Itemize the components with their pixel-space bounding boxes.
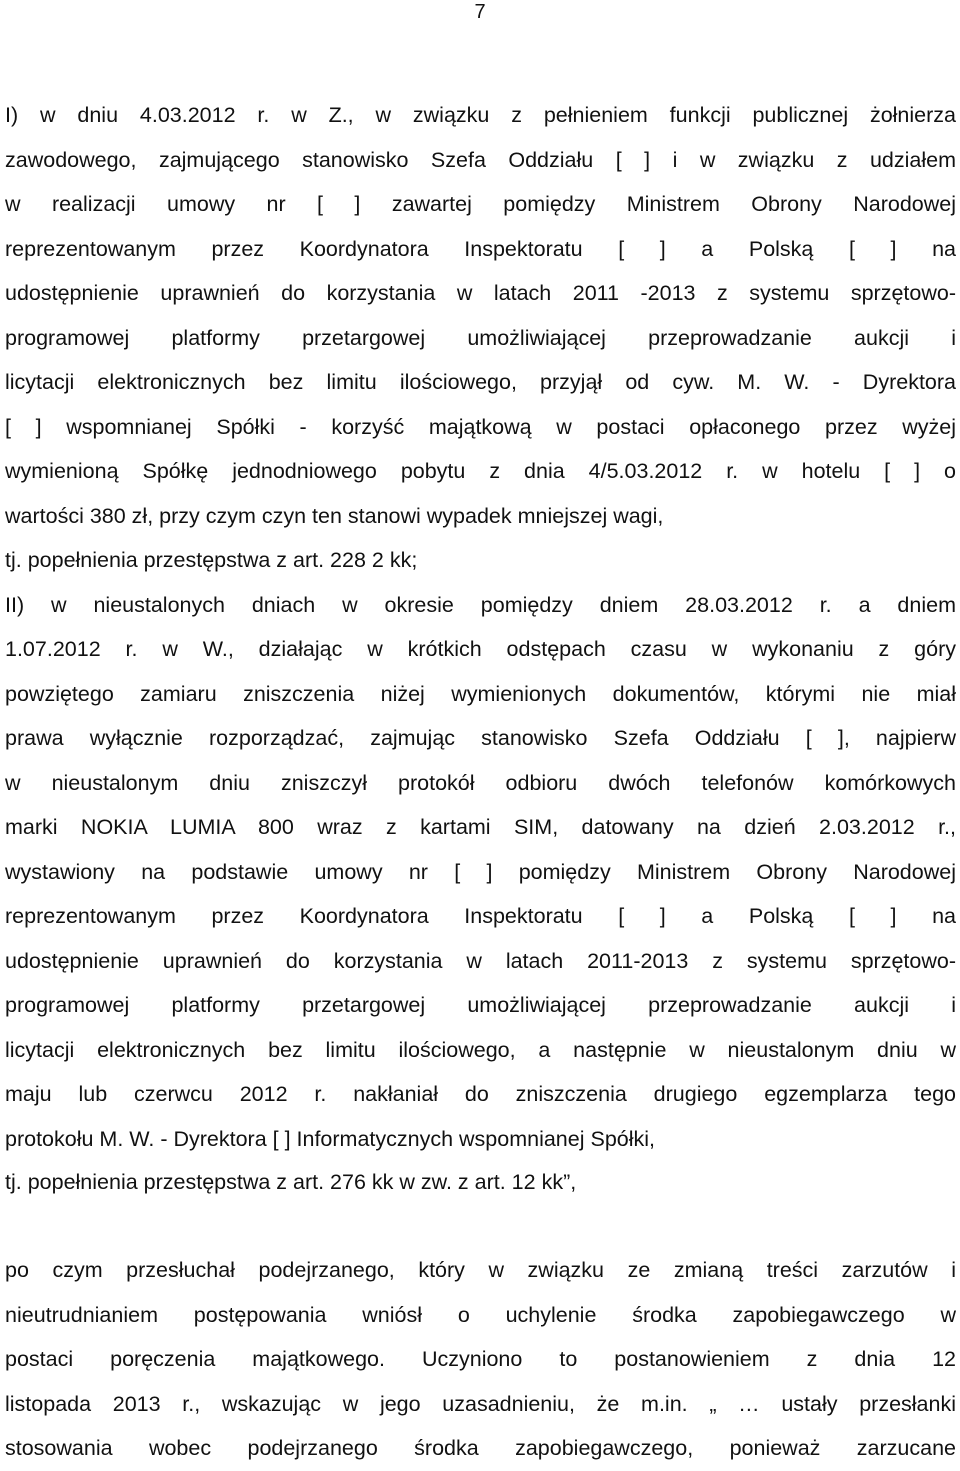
text-line: prawa wyłącznie rozporządzać, zajmując stanowisko Szefa Oddziału [ ], najpierw <box>5 726 956 750</box>
charge-qualification-paragraph <box>5 1160 956 1205</box>
text-line: reprezentowanym przez Koordynatora Inspektoratu [ ] a Polską [ ] na <box>5 236 956 261</box>
text-line: wystawiony na podstawie umowy nr [ ] pomiędzy Ministrem Obrony Narodowej <box>5 859 956 884</box>
text-line: postaci poręczenia majątkowego. Uczyniono to postanowieniem z dnia 12 <box>5 1347 956 1371</box>
text-line: w nieustalonym dniu zniszczył protokół odbioru dwóch telefonów komórkowych <box>5 770 956 795</box>
text-line: tj. popełnienia przestępstwa z art. 228 2 kk; <box>5 548 418 572</box>
text-line: licytacji elektronicznych bez limitu ilościowego, a następnie w nieustalonym dniu w <box>5 1037 956 1062</box>
text-line: protokołu M. W. - Dyrektora [ ] Informatycznych wspomnianej Spółki, <box>5 1126 656 1151</box>
text-line: w realizacji umowy nr [ ] zawartej pomiędzy Ministrem Obrony Narodowej <box>5 192 956 216</box>
text-line: programowej platformy przetargowej umożliwiającej przeprowadzanie aukcji i <box>5 993 956 1017</box>
text-line: tj. popełnienia przestępstwa z art. 276 kk w zw. z art. 12 kk”, <box>5 1170 577 1194</box>
text-line: programowej platformy przetargowej umożliwiającej przeprowadzanie aukcji i <box>5 325 956 350</box>
text-line: zawodowego, zajmującego stanowisko Szefa Oddziału [ ] i w związku z udziałem <box>5 147 956 172</box>
text-line: listopada 2013 r., wskazując w jego uzasadnieniu, że m.in. „ … ustały przesłanki <box>5 1391 956 1416</box>
text-line: wartości 380 zł, przy czym czyn ten stanowi wypadek mniejszej wagi, <box>5 503 664 528</box>
text-line: licytacji elektronicznych bez limitu ilościowego, przyjął od cyw. M. W. - Dyrektora <box>5 370 956 394</box>
text-line: powziętego zamiaru zniszczenia niżej wymienionych dokumentów, którymi nie miał <box>5 681 956 706</box>
text-line: marki NOKIA LUMIA 800 wraz z kartami SIM, datowany na dzień 2.03.2012 r., <box>5 815 956 839</box>
text-line: 1.07.2012 r. w W., działając w krótkich odstępach czasu w wykonaniu z góry <box>5 637 956 661</box>
text-line: udostępnienie uprawnień do korzystania w latach 2011-2013 z systemu sprzętowo- <box>5 948 956 973</box>
text-line: maju lub czerwcu 2012 r. nakłaniał do zniszczenia drugiego egzemplarza tego <box>5 1082 956 1106</box>
text-line: [ ] wspomnianej Spółki - korzyść majątkową w postaci opłaconego przez wyżej <box>5 414 956 439</box>
text-line: wymienioną Spółkę jednodniowego pobytu z dnia 4/5.03.2012 r. w hotelu [ ] o <box>5 459 956 483</box>
text-line: I) w dniu 4.03.2012 r. w Z., w związku z pełnieniem funkcji publicznej żołnierza <box>5 103 956 127</box>
text-line: reprezentowanym przez Koordynatora Inspektoratu [ ] a Polską [ ] na <box>5 904 956 928</box>
interrogation-paragraph <box>5 1248 956 1471</box>
text-line: nieutrudnianiem postępowania wniósł o uchylenie środka zapobiegawczego w <box>5 1302 956 1327</box>
page-number: 7 <box>474 1 486 23</box>
charges-paragraph <box>5 93 956 1161</box>
text-line: po czym przesłuchał podejrzanego, który w związku ze zmianą treści zarzutów i <box>5 1258 956 1282</box>
text-line: II) w nieustalonych dniach w okresie pomiędzy dniem 28.03.2012 r. a dniem <box>5 592 956 617</box>
text-line: udostępnienie uprawnień do korzystania w latach 2011 -2013 z systemu sprzętowo- <box>5 281 956 305</box>
text-line: stosowania wobec podejrzanego środka zapobiegawczego, ponieważ zarzucane <box>5 1436 956 1460</box>
